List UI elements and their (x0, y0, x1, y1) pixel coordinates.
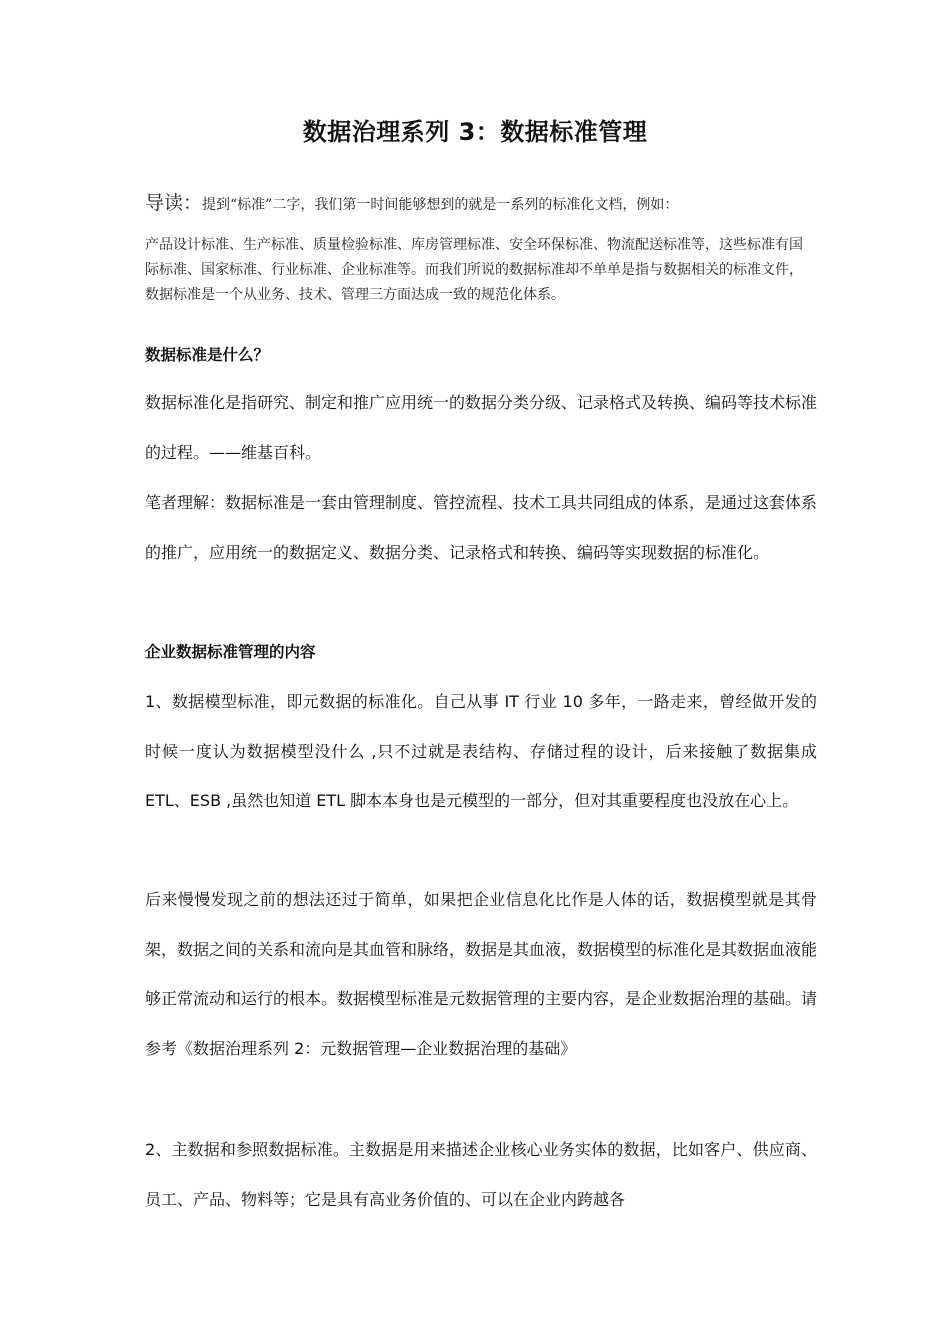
lead-label: 导读： (145, 192, 203, 214)
paragraph-master-data-standard: 2、主数据和参照数据标准。主数据是用来描述企业核心业务实体的数据，比如客户、供应商、员工、产品、物料等；它是具有高业务价值的、可以在企业内跨越各 (145, 1140, 817, 1209)
section-heading-content: 企业数据标准管理的内容 (145, 643, 316, 661)
paragraph-author-understanding: 笔者理解：数据标准是一套由管理制度、管控流程、技术工具共同组成的体系，是通过这套体系的推广，应用统一的数据定义、数据分类、记录格式和转换、编码等实现数据的标准化。 (145, 493, 818, 562)
lead-body: 产品设计标准、生产标准、质量检验标准、库房管理标准、安全环保标准、物流配送标准等，这些标准有国际标准、国家标准、行业标准、企业标准等。而我们所说的数据标准却不单单是指与数据相关的标准文件，数据标准是一个从业务、技术、管理三方面达成一致的规范化体系。 (145, 237, 803, 303)
paragraph-data-model-standard: 1、数据模型标准，即元数据的标准化。自己从事 IT 行业 10 多年，一路走来，曾经做开发的时候一度认为数据模型没什么 ,只不过就是表结构、存储过程的设计，后来接触了数据集成 ETL、ESB ,虽然也知道 ETL 脚本本身也是元模型的一部分，但对其重要程度也没放在心上。 (145, 692, 817, 811)
paragraph-definition: 数据标准化是指研究、制定和推广应用统一的数据分类分级、记录格式及转换、编码等技术标准的过程。——维基百科。 (145, 393, 818, 462)
lead-intro (145, 188, 815, 215)
document-title: 数据治理系列 3：数据标准管理 (302, 118, 648, 146)
lead-first-line: 提到“标准”二字，我们第一时间能够想到的就是一系列的标准化文档，例如： (202, 197, 679, 213)
section-heading-what-is: 数据标准是什么？ (145, 346, 270, 364)
paragraph-data-model-analogy: 后来慢慢发现之前的想法还过于简单，如果把企业信息化比作是人体的话，数据模型就是其骨架，数据之间的关系和流向是其血管和脉络，数据是其血液，数据模型的标准化是其数据血液能够正常流动和运行的根本。数据模型标准是元数据管理的主要内容，是企业数据治理的基础。请参考《数据治理系列 2：元数据管理—企业数据治理的基础》 (145, 890, 818, 1058)
